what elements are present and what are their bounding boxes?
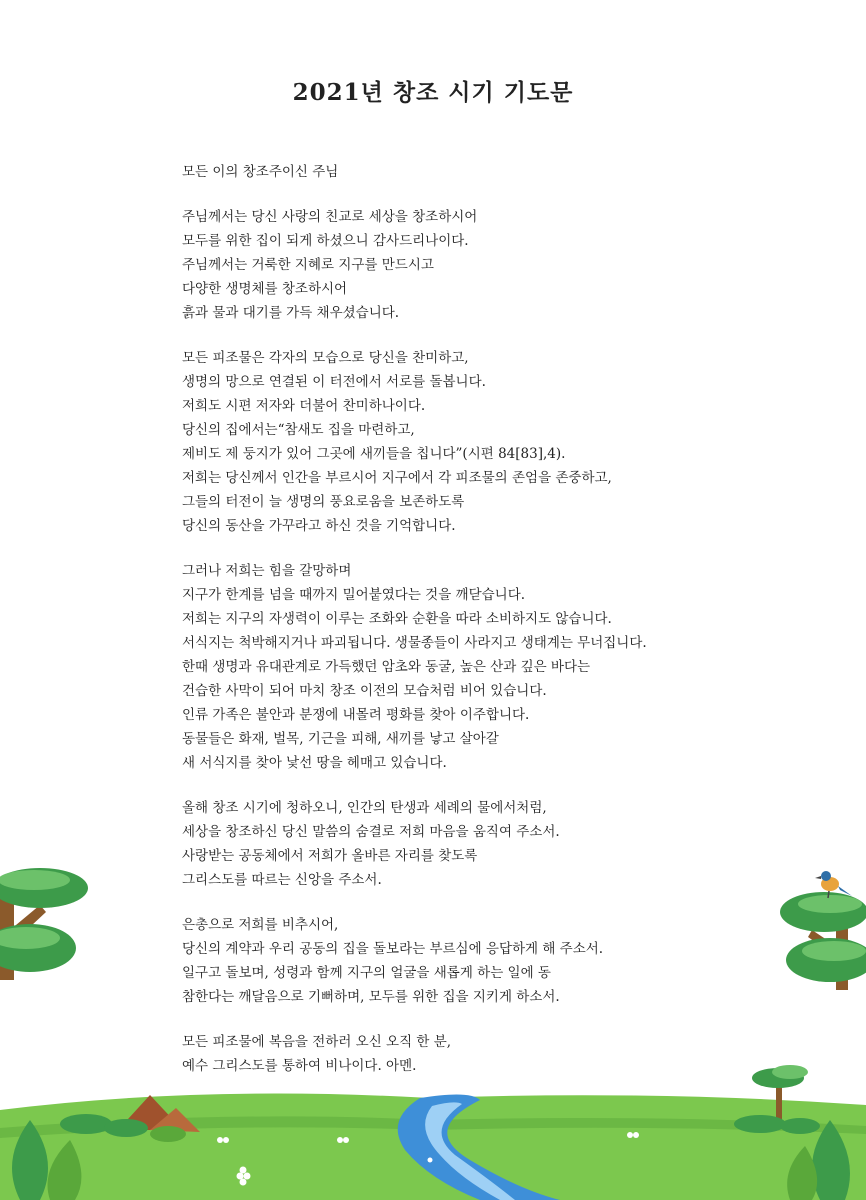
prayer-line: 한때 생명과 유대관계로 가득했던 암초와 동굴, 높은 산과 깊은 바다는 [182,659,591,675]
prayer-line: 저희는 당신께서 인간을 부르시어 지구에서 각 피조물의 존엄을 존중하고, [182,470,612,486]
prayer-line: 새 서식지를 찾아 낯선 땅을 헤매고 있습니다. [182,755,447,771]
prayer-line: 다양한 생명체를 창조하시어 [182,281,348,297]
prayer-line: 세상을 창조하신 당신 말씀의 숨결로 저희 마음을 움직여 주소서. [182,824,560,840]
prayer-line: 주님께서는 당신 사랑의 친교로 세상을 창조하시어 [182,209,478,225]
stanza [182,346,842,538]
prayer-line: 그들의 터전이 늘 생명의 풍요로움을 보존하도록 [182,494,465,510]
page-title: 2021년 창조 시기 기도문 [292,79,574,106]
stanza [182,796,842,892]
prayer-line: 모든 피조물은 각자의 모습으로 당신을 찬미하고, [182,350,469,366]
prayer-line: 은총으로 저희를 비추시어, [182,917,339,933]
left-tree-icon [0,868,88,980]
prayer-line: 주님께서는 거룩한 지혜로 지구를 만드시고 [182,257,434,273]
prayer-line: 저희는 지구의 자생력이 이루는 조화와 순환을 따라 소비하지도 않습니다. [182,611,612,627]
stanza [182,913,842,1009]
prayer-line: 그리스도를 따르는 신앙을 주소서. [182,872,382,888]
flower-icon [217,1132,639,1186]
prayer-line: 예수 그리스도를 통하여 비나이다. 아멘. [182,1058,417,1074]
stanza [182,1030,842,1078]
prayer-line: 건습한 사막이 되어 마치 창조 이전의 모습처럼 비어 있습니다. [182,683,547,699]
prayer-line: 당신의 동산을 가꾸라고 하신 것을 기억합니다. [182,518,456,534]
prayer-line: 모두를 위한 집이 되게 하셨으니 감사드리나이다. [182,233,469,249]
prayer-line: 동물들은 화재, 벌목, 기근을 피해, 새끼를 낳고 살아갈 [182,731,499,747]
prayer-line: 서식지는 척박해지거나 파괴됩니다. 생물종들이 사라지고 생태계는 무너집니다. [182,635,647,651]
prayer-line: 당신의 계약과 우리 공동의 집을 돌보라는 부르심에 응답하게 해 주소서. [182,941,604,957]
river-icon [398,1094,560,1200]
prayer-line: 당신의 집에서는“참새도 집을 마련하고, [182,422,415,438]
prayer-line: 참한다는 깨달음으로 기뻐하며, 모두를 위한 집을 지키게 하소서. [182,989,560,1005]
stanza [182,160,842,184]
stanza [182,559,842,775]
prayer-line: 저희도 시편 저자와 더불어 찬미하나이다. [182,398,426,414]
prayer-line: 사랑받는 공동체에서 저희가 올바른 자리를 찾도록 [182,848,478,864]
prayer-line: 모든 이의 창조주이신 주님 [182,164,339,180]
prayer-line: 생명의 망으로 연결된 이 터전에서 서로를 돌봅니다. [182,374,486,390]
meadow-ground [0,1094,866,1200]
prayer-line: 그러나 저희는 힘을 갈망하며 [182,563,352,579]
prayer-line: 일구고 돌보며, 성령과 함께 지구의 얼굴을 새롭게 하는 일에 동 [182,965,551,981]
prayer-line: 모든 피조물에 복음을 전하러 오신 오직 한 분, [182,1034,452,1050]
leaf-icon [12,1120,850,1200]
prayer-line: 흙과 물과 대기를 가득 채우셨습니다. [182,305,400,321]
prayer-line: 지구가 한계를 넘을 때까지 밀어붙였다는 것을 깨닫습니다. [182,587,526,603]
prayer-body [182,160,842,1099]
prayer-line: 올해 창조 시기에 청하오니, 인간의 탄생과 세례의 물에서처럼, [182,800,547,816]
hill-icon [60,1095,200,1142]
stanza [182,205,842,325]
prayer-line: 제비도 제 둥지가 있어 그곳에 새끼들을 칩니다”(시편 84[83],4). [182,446,566,462]
prayer-line: 인류 가족은 불안과 분쟁에 내몰려 평화를 찾아 이주합니다. [182,707,530,723]
